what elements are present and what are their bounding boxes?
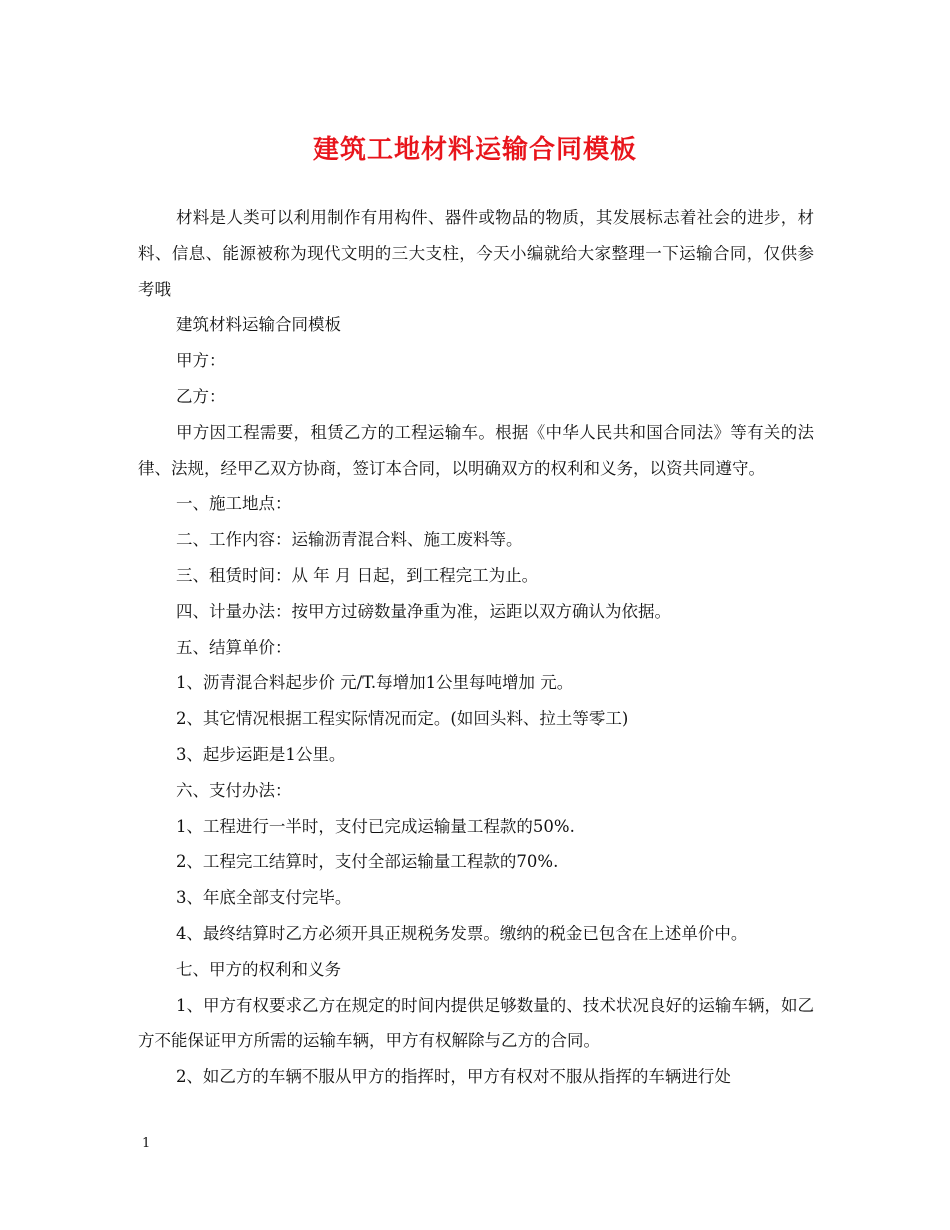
section-2-heading: 二、工作内容：运输沥青混合料、施工废料等。	[175, 530, 523, 550]
contract-subtitle: 建筑材料运输合同模板	[175, 315, 341, 335]
section-7-heading: 七、甲方的权利和义务	[175, 959, 341, 979]
section-6-item-3: 3、年底全部支付完毕。	[175, 888, 352, 908]
section-6-item-4: 4、最终结算时乙方必须开具正规税务发票。缴纳的税金已包含在上述单价中。	[175, 923, 748, 943]
page-number: 1	[142, 1136, 151, 1151]
section-7-item-1: 1、甲方有权要求乙方在规定的时间内提供足够数量的、技术状况良好的运输车辆，如乙方不能保证甲方所需的运输车辆，甲方有权解除与乙方的合同。	[138, 995, 814, 1051]
intro-paragraph: 材料是人类可以利用制作有用构件、器件或物品的物质，其发展标志着社会的进步，材料、信息、能源被称为现代文明的三大支柱，今天小编就给大家整理一下运输合同，仅供参考哦	[138, 208, 814, 299]
section-5-item-1: 1、沥青混合料起步价 元/T.每增加1公里每吨增加 元。	[175, 673, 574, 693]
section-5-item-3: 3、起步运距是1公里。	[175, 744, 346, 764]
document-body	[138, 200, 814, 1095]
section-3-heading: 三、租赁时间：从 年 月 日起，到工程完工为止。	[175, 565, 539, 585]
party-a-line: 甲方：	[175, 351, 226, 371]
section-5-heading: 五、结算单价：	[175, 637, 292, 657]
section-6-heading: 六、支付办法：	[175, 780, 292, 800]
section-1-heading: 一、施工地点：	[175, 494, 292, 514]
document-title: 建筑工地材料运输合同模板	[312, 135, 637, 165]
section-6-item-1: 1、工程进行一半时，支付已完成运输量工程款的50%.	[175, 816, 575, 836]
section-5-item-2: 2、其它情况根据工程实际情况而定。(如回头料、拉土等零工)	[175, 709, 629, 729]
section-7-item-2: 2、如乙方的车辆不服从甲方的指挥时，甲方有权对不服从指挥的车辆进行处	[175, 1067, 731, 1087]
party-b-line: 乙方：	[175, 386, 226, 406]
section-4-heading: 四、计量办法：按甲方过磅数量净重为准，运距以双方确认为依据。	[175, 601, 671, 621]
preamble-paragraph: 甲方因工程需要，租赁乙方的工程运输车。根据《中华人民共和国合同法》等有关的法律、法规，经甲乙双方协商，签订本合同，以明确双方的权利和义务，以资共同遵守。	[138, 422, 814, 478]
section-6-item-2: 2、工程完工结算时，支付全部运输量工程款的70%.	[175, 852, 559, 872]
